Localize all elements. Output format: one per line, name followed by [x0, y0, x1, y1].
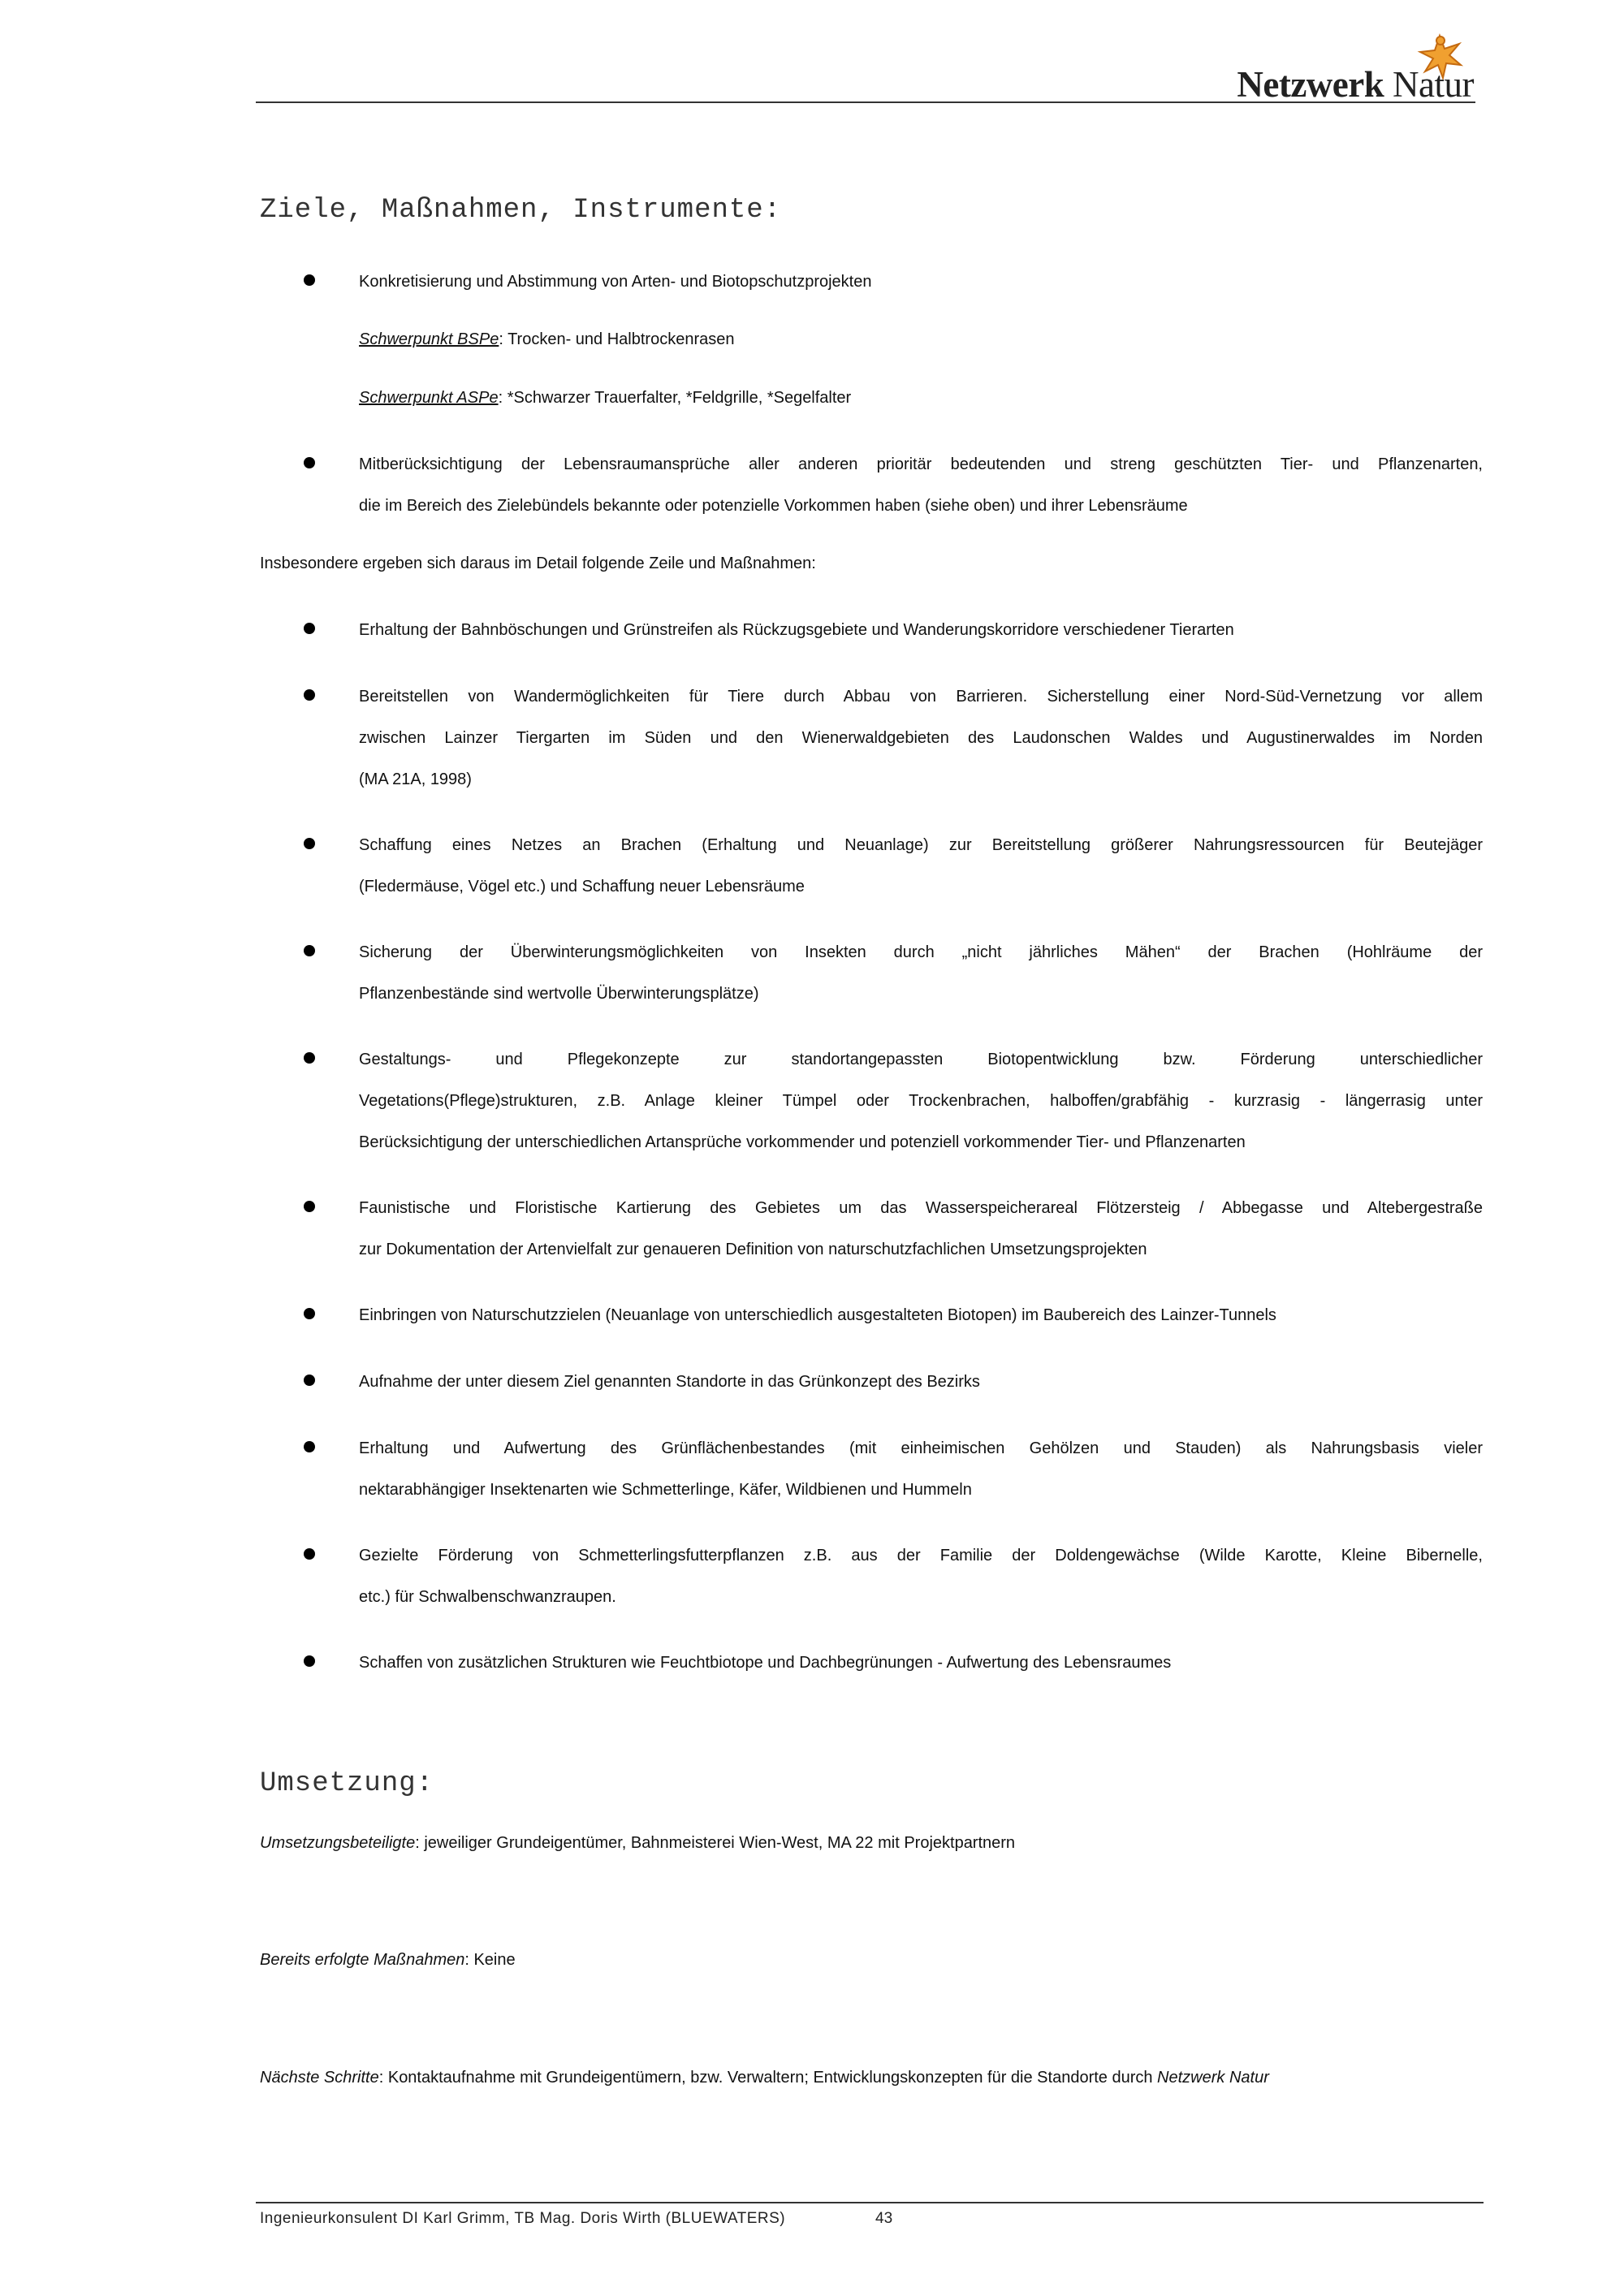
erfolgt-value: : Keine: [464, 1951, 516, 1969]
bullet-icon: [299, 1047, 317, 1065]
header-rule: [256, 101, 1475, 103]
measure-2-line-2: zwischen Lainzer Tiergarten im Süden und den Wienerwaldgebieten des Laudonschen Waldes und Augustinerwaldes im Norden: [359, 729, 1483, 747]
aspe-value: : *Schwarzer Trauerfalter, *Feldgrille, *Segelfalter: [498, 389, 852, 407]
beteiligte-value: : jeweiliger Grundeigentümer, Bahnmeisterei Wien-West, MA 22 mit Projektpartnern: [415, 1834, 1016, 1852]
schritte-end: Netzwerk Natur: [1157, 2069, 1269, 2087]
logo-wordmark: [1237, 63, 1474, 106]
schwerpunkt-bspe: [359, 329, 734, 350]
measure-3-line-2: (Fledermäuse, Vögel etc.) und Schaffung neuer Lebensräume: [359, 878, 805, 896]
ziele-item-2-line-2: die im Bereich des Zielebündels bekannte oder potenzielle Vorkommen haben (siehe oben) und ihrer Lebensräume: [359, 497, 1188, 515]
bullet-icon: [299, 1196, 317, 1214]
measure-4-line-2: Pflanzenbestände sind wertvolle Überwinterungsplätze): [359, 985, 759, 1003]
intro-text: Insbesondere ergeben sich daraus im Detail folgende Zeile und Maßnahmen:: [260, 555, 816, 572]
measure-8-line-1: Aufnahme der unter diesem Ziel genannten Standorte in das Grünkonzept des Bezirks: [359, 1373, 980, 1391]
measure-4-line-1: Sicherung der Überwinterungsmöglichkeiten von Insekten durch „nicht jährliches Mähen“ der Brachen (Hohlräume der: [359, 943, 1483, 961]
measure-5-line-3: Berücksichtigung der unterschiedlichen Artansprüche vorkommender und potenziell vorkommender Tier- und Pflanzenarten: [359, 1133, 1246, 1151]
measure-10-line-2: etc.) für Schwalbenschwanzraupen.: [359, 1588, 616, 1606]
bullet-icon: [299, 833, 317, 851]
measure-5-line-1: Gestaltungs- und Pflegekonzepte zur standortangepassten Biotopentwicklung bzw. Förderung unterschiedlicher: [359, 1051, 1483, 1068]
footer-text: Ingenieurkonsulent DI Karl Grimm, TB Mag. Doris Wirth (BLUEWATERS): [260, 2210, 786, 2227]
netzwerk-natur-logo: [1214, 32, 1474, 105]
page-number: 43: [875, 2210, 893, 2227]
erfolgt-label: Bereits erfolgte Maßnahmen: [260, 1951, 465, 1969]
bullet-icon: [299, 940, 317, 958]
ziele-item-2-line-1: Mitberücksichtigung der Lebensraumansprüche aller anderen prioritär bedeutenden und streng geschützten Tier- und Pflanzenarten,: [359, 455, 1483, 473]
schritte-value: : Kontaktaufnahme mit Grundeigentümern, bzw. Verwaltern; Entwicklungskonzepten für die Standorte durch: [378, 2069, 1158, 2087]
naechste-schritte: [260, 2067, 1269, 2088]
measure-10-line-1: Gezielte Förderung von Schmetterlingsfutterpflanzen z.B. aus der Familie der Doldengewächse (Wilde Karotte, Kleine Bibernelle,: [359, 1547, 1483, 1564]
measure-2-line-1: Bereitstellen von Wandermöglichkeiten für Tiere durch Abbau von Barrieren. Sicherstellung einer Nord-Süd-Vernetzung vor allem: [359, 688, 1483, 706]
schwerpunkt-aspe: [359, 387, 851, 408]
measure-11-line-1: Schaffen von zusätzlichen Strukturen wie Feuchtbiotope und Dachbegrünungen - Aufwertung des Lebensraumes: [359, 1654, 1172, 1672]
bspe-label: Schwerpunkt BSPe: [359, 330, 499, 348]
bullet-icon: [299, 618, 317, 636]
heading-ziele: Ziele, Maßnahmen, Instrumente:: [260, 195, 782, 226]
measure-9-line-2: nektarabhängiger Insektenarten wie Schmetterlinge, Käfer, Wildbienen und Hummeln: [359, 1481, 972, 1499]
bullet-icon: [299, 452, 317, 470]
bullet-icon: [299, 684, 317, 702]
footer-rule: [256, 2202, 1484, 2203]
logo-word-netzwerk: Netzwerk: [1237, 64, 1384, 105]
bullet-icon: [299, 1651, 317, 1668]
bullet-icon: [299, 1436, 317, 1454]
measure-5-line-2: Vegetations(Pflege)strukturen, z.B. Anlage kleiner Tümpel oder Trockenbrachen, halboffen/grabfähig - kurzrasig - längerrasig unter: [359, 1092, 1483, 1110]
umsetzungsbeteiligte: [260, 1832, 1015, 1854]
heading-umsetzung: Umsetzung:: [260, 1768, 434, 1799]
bullet-icon: [299, 1543, 317, 1561]
bullet-icon: [299, 1370, 317, 1388]
bullet-icon: [299, 270, 317, 287]
measure-7-line-1: Einbringen von Naturschutzzielen (Neuanlage von unterschiedlich ausgestalteten Biotopen) im Baubereich des Lainzer-Tunnels: [359, 1306, 1276, 1324]
measure-9-line-1: Erhaltung und Aufwertung des Grünflächenbestandes (mit einheimischen Gehölzen und Stauden) als Nahrungsbasis vieler: [359, 1439, 1483, 1457]
logo-word-natur: Natur: [1393, 64, 1474, 105]
beteiligte-label: Umsetzungsbeteiligte: [260, 1834, 416, 1852]
measure-1-line-1: Erhaltung der Bahnböschungen und Grünstreifen als Rückzugsgebiete und Wanderungskorridore verschiedener Tierarten: [359, 621, 1234, 639]
measure-3-line-1: Schaffung eines Netzes an Brachen (Erhaltung und Neuanlage) zur Bereitstellung größerer Nahrungsressourcen für Beutejäger: [359, 836, 1483, 854]
measure-2-line-3: (MA 21A, 1998): [359, 770, 472, 788]
ziele-item-1: Konkretisierung und Abstimmung von Arten- und Biotopschutzprojekten: [359, 273, 872, 291]
measure-6-line-1: Faunistische und Floristische Kartierung des Gebietes um das Wasserspeicherareal Flötzersteig / Abbegasse und Altebergestraße: [359, 1199, 1483, 1217]
aspe-label: Schwerpunkt ASPe: [359, 389, 499, 407]
measure-6-line-2: zur Dokumentation der Artenvielfalt zur genaueren Definition von naturschutzfachlichen Umsetzungsprojekten: [359, 1241, 1147, 1258]
schritte-label: Nächste Schritte: [260, 2069, 379, 2087]
bullet-icon: [299, 1303, 317, 1321]
bereits-erfolgte-massnahmen: [260, 1949, 516, 1970]
bspe-value: : Trocken- und Halbtrockenrasen: [499, 330, 735, 348]
